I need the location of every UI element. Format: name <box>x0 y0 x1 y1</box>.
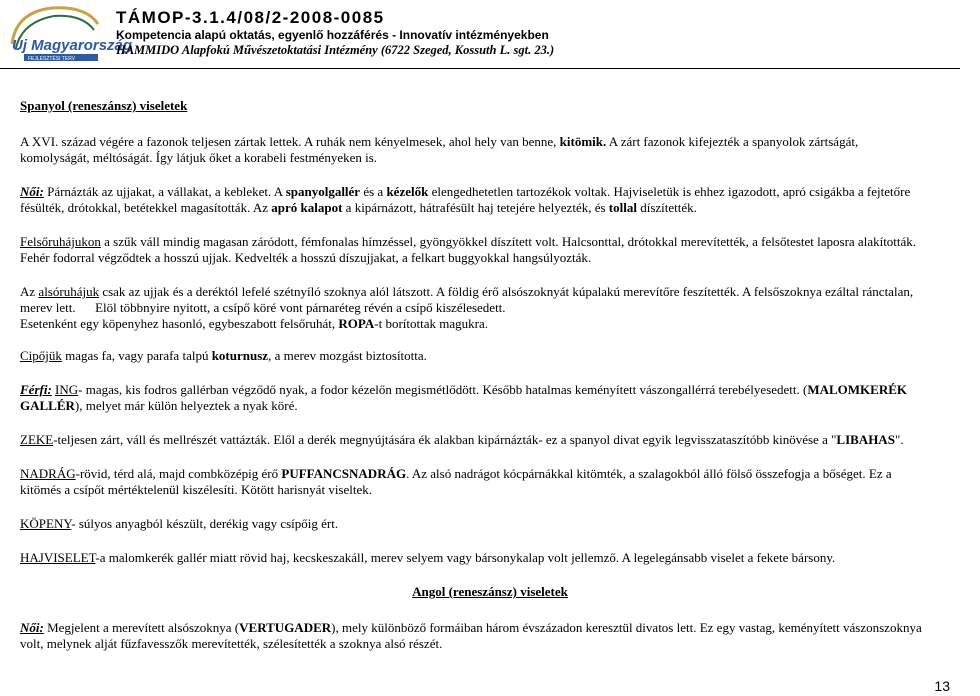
header-block <box>116 8 946 58</box>
project-code: TÁMOP-3.1.4/08/2-2008-0085 <box>116 8 385 27</box>
svg-text:Új Magyarország: Új Magyarország <box>12 37 133 54</box>
paragraph-also-line1: Az alsóruhájuk csak az ujjak és a deréktól lefelé szétnyíló szoknya alól látszott. A földig érő alsószoknyát kúpalakú merevítőre feszítették. A felsőszoknya ezáltal ránctalan, <box>20 284 914 299</box>
paragraph-also-line2: merev lett. Elöl többnyire nyitott, a csípő köré vont párnaréteg révén a csípő kiszélesedett. <box>20 300 506 315</box>
institution-name: HAMMIDO Alapfokú Művészetoktatási Intézmény (6722 Szeged, Kossuth L. sgt. 23.) <box>116 43 555 57</box>
paragraph-nadrag-line2: kitömés a csípőt mértéktelenül kiszélesíti. Kötött harisnyát viseltek. <box>20 482 373 497</box>
paragraph-hajviselet: HAJVISELET-a malomkerék gallér miatt rövid haj, kecskeszakáll, merev selyem vagy bársonykalap volt jellemző. A legelegánsabb viselet a fekete bársony. <box>20 550 836 565</box>
paragraph-noi-line2: fésülték, drótokkal, betétekkel magasították. Az apró kalapot a kipárnázott, hátrafésült haj tetejére helyezték, és tollal díszítették. <box>20 200 697 215</box>
project-subtitle: Kompetencia alapú oktatás, egyenlő hozzáférés - Innovatív intézményekben <box>116 28 549 42</box>
paragraph-intro-line2: komolyságát, méltóságát. Így látjuk őket a korabeli festményeken is. <box>20 150 378 165</box>
section-heading-spanish: Spanyol (reneszánsz) viseletek <box>20 98 188 113</box>
paragraph-intro-line1: A XVI. század végére a fazonok teljesen zártak lettek. A ruhák nem kényelmesek, ahol hely van benne, kitömik. A zárt fazonok kifejezték a spanyolok zártságát, <box>20 134 859 149</box>
paragraph-cipo: Cipőjük magas fa, vagy parafa talpú koturnusz, a merev mozgást biztosította. <box>20 348 427 363</box>
paragraph-noi-line1: Női: Párnázták az ujjakat, a vállakat, a kebleket. A spanyolgallér és a kézelők elengedhetetlen tartozékok voltak. Hajviseletük is ehhez igazodott, apró csigákba a fejtetőre <box>20 184 911 199</box>
paragraph-angol-noi-line2: volt, melynek alját fűzfavesszők merevítették, szélesítették a szoknya alsó részét. <box>20 636 443 651</box>
svg-text:FEJLESZTÉSI TERV: FEJLESZTÉSI TERV <box>28 56 76 62</box>
header-divider <box>0 68 960 69</box>
page-number: 13 <box>934 678 950 694</box>
section-heading-english: Angol (reneszánsz) viseletek <box>412 584 568 599</box>
paragraph-ferfi-line1: Férfi: ING- magas, kis fodros gallérban végződő nyak, a fodor kézelőn megismétlődött. Később hatalmas keményített vászongallérrá terebélyesedett. (MALOMKERÉK <box>20 382 908 397</box>
paragraph-angol-noi-line1: Női: Megjelent a merevített alsószoknya (VERTUGADER), mely különböző formáiban három évszázadon keresztül divatos lett. Ez egy vastag, keményített vászonszoknya <box>20 620 922 635</box>
paragraph-also-line3: Esetenként egy köpenyhez hasonló, egybeszabott felsőruhát, ROPA-t borítottak magukra. <box>20 316 488 331</box>
paragraph-kopeny: KÖPENY- súlyos anyagból készült, derékig vagy csípőig ért. <box>20 516 339 531</box>
paragraph-zeke: ZEKE-teljesen zárt, váll és mellrészét vattázták. Elől a derék megnyújtására ék alakban kipárnázták- ez a spanyol divat egyik legvisszataszítóbb kinövése a "LIBAHAS". <box>20 432 904 447</box>
uj-magyarorszag-logo <box>6 4 133 66</box>
paragraph-felso-line2: Fehér fodorral végződtek a hosszú ujjak. Kedvelték a hosszú díszujjakat, a felkart buggyokkal hangsúlyozták. <box>20 250 592 265</box>
paragraph-nadrag-line1: NADRÁG-rövid, térd alá, majd combközépig érő PUFFANCSNADRÁG. Az alsó nadrágot kócpárnákkal kitömték, a szalagokból álló fölső összefogja a bőséget. Ez a <box>20 466 892 481</box>
paragraph-ferfi-line2: GALLÉR), melyet már külön helyeztek a nyak köré. <box>20 398 298 413</box>
paragraph-felso-line1: Felsőruhájukon a szűk váll mindig magasan záródott, fémfonalas hímzéssel, gyöngyökkel díszített volt. Halcsonttal, drótokkal merevítették, a felsőtestet laposra alakították. <box>20 234 917 249</box>
